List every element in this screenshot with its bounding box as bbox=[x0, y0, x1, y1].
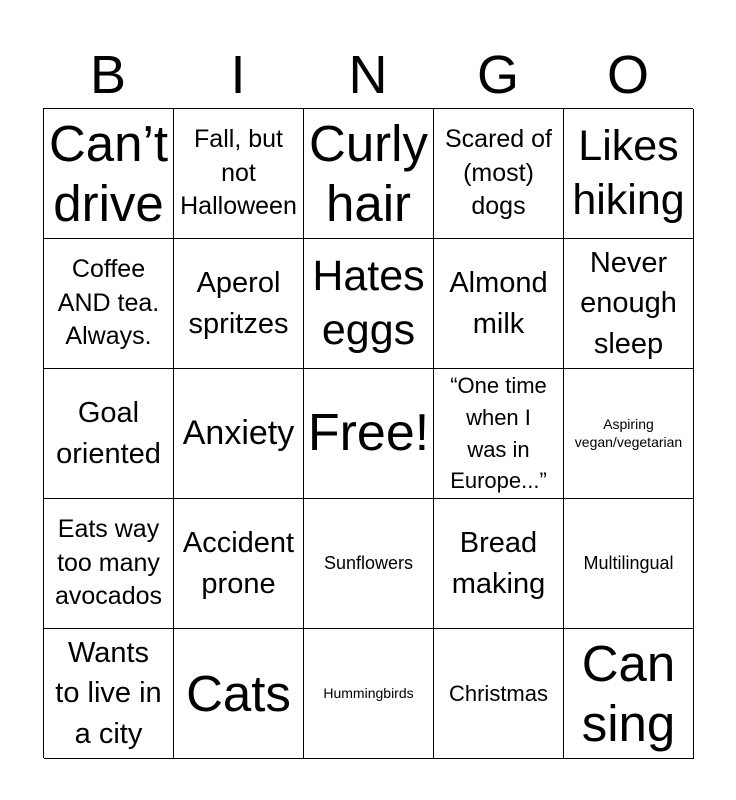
cell-label: Curly hair bbox=[308, 115, 428, 232]
header-letter-o: O bbox=[606, 45, 649, 105]
bingo-cell[interactable] bbox=[174, 369, 304, 499]
cell-label: Can sing bbox=[581, 635, 676, 752]
header-letter-i: I bbox=[230, 45, 246, 105]
cell-label: Hates eggs bbox=[312, 252, 425, 354]
cell-label: Scared of (most) dogs bbox=[444, 124, 552, 221]
bingo-cell[interactable] bbox=[304, 239, 434, 369]
bingo-cell[interactable] bbox=[174, 109, 304, 239]
bingo-cell[interactable] bbox=[434, 499, 564, 629]
cell-label: Almond milk bbox=[449, 267, 548, 340]
bingo-cell[interactable] bbox=[434, 629, 564, 759]
bingo-cell[interactable] bbox=[44, 369, 174, 499]
cell-label: Coffee AND tea. Always. bbox=[57, 254, 160, 351]
cell-label: Wants to live in a city bbox=[55, 637, 162, 750]
cell-label: Goal oriented bbox=[56, 397, 161, 470]
bingo-header bbox=[43, 40, 693, 108]
bingo-cell[interactable] bbox=[564, 369, 694, 499]
cell-label: Christmas bbox=[448, 680, 548, 706]
bingo-cell[interactable] bbox=[174, 239, 304, 369]
bingo-cell[interactable] bbox=[434, 239, 564, 369]
cell-label: Accident prone bbox=[182, 527, 295, 600]
cell-label: Multilingual bbox=[583, 552, 674, 573]
bingo-cell[interactable] bbox=[564, 629, 694, 759]
bingo-cell[interactable] bbox=[174, 499, 304, 629]
bingo-cell[interactable] bbox=[564, 109, 694, 239]
bingo-board bbox=[43, 108, 693, 758]
cell-label: Aspiring vegan/vegetarian bbox=[574, 416, 683, 450]
bingo-cell[interactable] bbox=[564, 499, 694, 629]
header-letter-b: B bbox=[89, 45, 127, 105]
bingo-cell[interactable] bbox=[44, 109, 174, 239]
header-letter-g: G bbox=[476, 45, 519, 105]
cell-label: Likes hiking bbox=[572, 122, 685, 224]
free-space-label: Free! bbox=[307, 403, 430, 462]
cell-label: Never enough sleep bbox=[580, 247, 677, 360]
bingo-cell[interactable] bbox=[304, 629, 434, 759]
cell-label: Hummingbirds bbox=[323, 684, 414, 701]
cell-label: “One time when I was in Europe...” bbox=[450, 373, 547, 494]
cell-label: Anxiety bbox=[182, 413, 295, 452]
cell-label: Bread making bbox=[451, 527, 546, 600]
cell-label: Fall, but not Halloween bbox=[180, 124, 297, 221]
bingo-cell[interactable] bbox=[44, 499, 174, 629]
header-letter-n: N bbox=[348, 45, 388, 105]
bingo-cell[interactable] bbox=[174, 629, 304, 759]
bingo-cell[interactable] bbox=[434, 369, 564, 499]
cell-label: Eats way too many avocados bbox=[54, 514, 163, 611]
cell-label: Sunflowers bbox=[323, 552, 414, 573]
bingo-cell[interactable] bbox=[434, 109, 564, 239]
cell-label: Can’t drive bbox=[48, 115, 169, 232]
cell-label: Aperol spritzes bbox=[188, 267, 289, 340]
bingo-cell[interactable] bbox=[44, 239, 174, 369]
bingo-cell[interactable] bbox=[44, 629, 174, 759]
bingo-cell[interactable] bbox=[304, 499, 434, 629]
cell-label: Cats bbox=[186, 664, 291, 722]
bingo-cell[interactable] bbox=[564, 239, 694, 369]
bingo-cell-free[interactable] bbox=[304, 369, 434, 499]
bingo-cell[interactable] bbox=[304, 109, 434, 239]
